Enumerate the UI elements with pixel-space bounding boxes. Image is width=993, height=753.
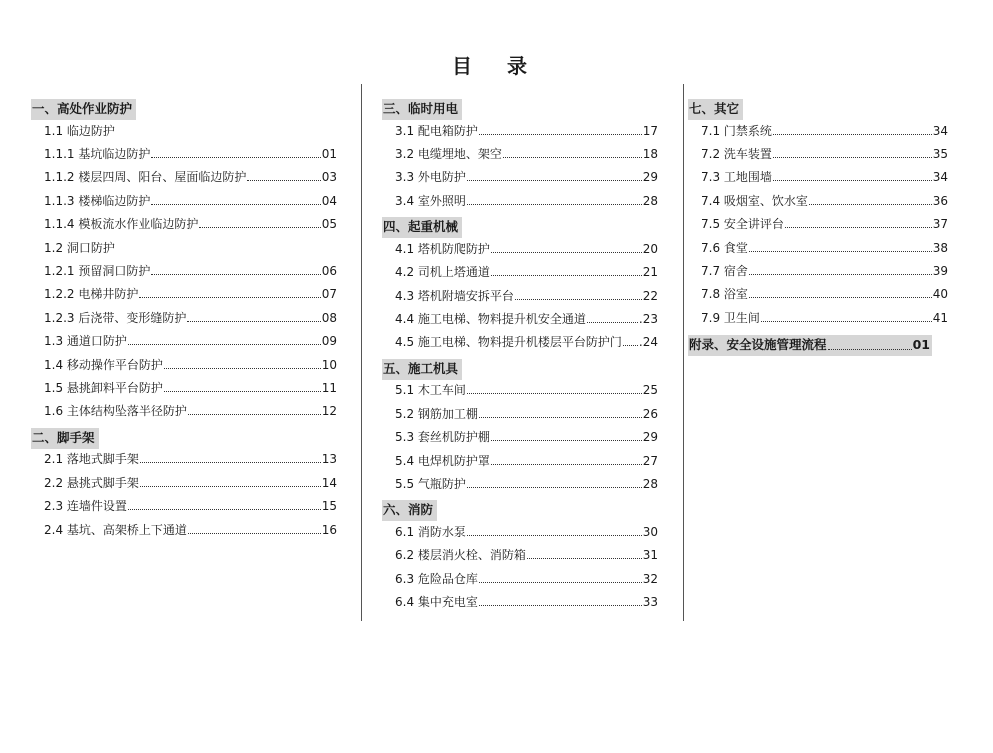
toc-entry-label: 2.2 悬挑式脚手架 [44,475,139,490]
toc-entry[interactable] [395,571,658,587]
toc-entry-label: 1.1.4 模板流水作业临边防护 [44,217,199,232]
toc-entry[interactable] [395,429,658,445]
toc-entry-page: 38 [932,240,948,255]
toc-entry-page: 15 [321,499,337,514]
dot-leader [467,535,642,536]
dot-leader [773,134,932,135]
toc-entry[interactable] [701,169,948,185]
dot-leader [151,274,320,275]
toc-entry-label: 4.4 施工电梯、物料提升机安全通道 [395,312,586,326]
section-heading: 七、其它 [688,99,743,120]
toc-entry-label: 3.3 外电防护 [395,170,466,185]
toc-entry-page: 17 [642,123,658,138]
dot-leader [467,487,642,488]
toc-entry-page: 07 [321,287,337,302]
toc-entry[interactable] [701,193,948,209]
dot-leader [785,227,932,228]
toc-entry[interactable] [395,146,658,162]
toc-entry[interactable] [44,193,337,209]
toc-entry-label: 4.3 塔机附墙安拆平台 [395,288,514,303]
toc-entry-label: 6.3 危险品仓库 [395,571,478,586]
toc-entry[interactable] [395,264,658,280]
dot-leader [503,157,642,158]
toc-entry[interactable] [44,263,337,279]
section-heading-wrap [382,358,462,380]
toc-entry-page: 37 [932,217,948,232]
toc-entry-page: 26 [642,406,658,421]
toc-entry-label: 1.2.3 后浇带、变形缝防护 [44,310,187,325]
toc-entry-page: 27 [642,453,658,468]
toc-entry-label: 7.5 安全讲评台 [701,217,784,232]
dot-leader [164,391,321,392]
toc-entry[interactable] [44,240,337,256]
dot-leader [151,157,320,158]
toc-entry-label: 7.1 门禁系统 [701,123,772,138]
appendix-entry[interactable] [688,335,932,356]
toc-entry[interactable] [395,594,658,610]
toc-entry-label: 4.2 司机上塔通道 [395,265,490,280]
toc-entry-label: 1.1.1 基坑临边防护 [44,147,151,161]
toc-entry-label: 1.1.2 楼层四周、阳台、屋面临边防护 [44,170,247,185]
toc-entry-label: 3.2 电缆埋地、架空 [395,147,502,161]
dot-leader [188,414,321,415]
toc-entry-label: 7.3 工地围墙 [701,170,772,185]
toc-entry-page: 39 [932,264,948,278]
toc-entry-page: 08 [321,310,337,325]
toc-entry-label: 1.2.2 电梯井防护 [44,287,139,302]
toc-entry-page: 36 [932,193,948,208]
toc-entry-page: 16 [321,522,337,537]
toc-entry[interactable] [44,146,337,162]
column-divider-1 [361,84,362,621]
toc-entry[interactable] [395,382,658,398]
dot-leader [188,533,321,534]
toc-entry-label: 5.3 套丝机防护棚 [395,430,490,445]
toc-entry[interactable] [44,169,337,185]
dot-leader [140,486,321,487]
section-heading: 三、临时用电 [382,99,462,120]
toc-entry[interactable] [701,263,948,279]
dot-leader [773,157,932,158]
toc-entry[interactable] [395,524,658,540]
toc-entry-page: 04 [321,193,337,208]
toc-entry-label: 5.5 气瓶防护 [395,477,466,491]
toc-entry[interactable] [701,123,948,139]
toc-entry[interactable] [395,311,658,327]
toc-entry-page: 01 [321,147,337,161]
toc-entry-label: 7.9 卫生间 [701,310,760,325]
toc-entry[interactable] [44,310,337,326]
dot-leader [587,322,638,323]
toc-entry-label: 4.1 塔机防爬防护 [395,241,490,256]
toc-entry[interactable] [395,169,658,185]
toc-entry[interactable] [44,123,337,139]
toc-entry-page: 34 [932,123,948,138]
toc-entry-label: 1.1 临边防护 [44,123,115,138]
toc-entry-label: 1.1.3 楼梯临边防护 [44,193,151,208]
toc-entry-label: 3.1 配电箱防护 [395,123,478,138]
section-heading-wrap [382,98,462,120]
toc-entry[interactable] [395,123,658,139]
toc-entry[interactable] [44,451,337,467]
toc-entry-page: 32 [642,571,658,586]
section-heading-wrap [31,98,136,120]
toc-entry-label: 5.1 木工车间 [395,383,466,398]
dot-leader [479,134,642,135]
toc-entry-page: 05 [321,217,337,232]
toc-entry-label: 7.8 浴室 [701,287,748,302]
dot-leader [187,321,320,322]
toc-entry-page: 12 [321,404,337,419]
toc-entry-page: 20 [642,241,658,256]
toc-entry-label: 5.2 钢筋加工棚 [395,406,478,421]
dot-leader [467,180,642,181]
toc-entry[interactable] [395,547,658,563]
toc-entry-page: 18 [642,147,658,161]
dot-leader [164,368,321,369]
section-heading: 四、起重机械 [382,217,462,238]
toc-entry-page: 35 [932,147,948,161]
toc-entry-label: 1.3 通道口防护 [44,334,127,349]
toc-entry[interactable] [44,498,337,514]
toc-entry[interactable] [44,522,337,538]
toc-entry[interactable] [44,380,337,396]
toc-entry-label: 7.2 洗车装置 [701,147,772,161]
dot-leader [128,509,321,510]
dot-leader [479,582,642,583]
toc-entry-label: 2.3 连墙件设置 [44,499,127,514]
appendix-page: 01 [912,337,930,353]
dot-leader [479,417,642,418]
toc-entry-label: 7.7 宿舍 [701,264,748,278]
dot-leader [809,204,932,205]
toc-entry-page: 10 [321,357,337,372]
toc-entry-page: 28 [642,477,658,491]
toc-entry-page: 29 [642,430,658,445]
toc-entry-page: 13 [321,452,337,467]
toc-entry[interactable] [44,216,337,232]
section-heading-wrap [688,98,743,120]
toc-entry[interactable] [44,403,337,419]
toc-entry[interactable] [395,288,658,304]
section-heading: 一、高处作业防护 [31,99,136,120]
toc-entry-label: 6.2 楼层消火栓、消防箱 [395,548,526,563]
toc-entry-label: 1.4 移动操作平台防护 [44,357,163,372]
dot-leader [749,274,932,275]
section-heading: 五、施工机具 [382,359,462,380]
toc-entry[interactable] [44,357,337,373]
dot-leader [491,252,642,253]
toc-entry-page: 28 [642,193,658,208]
toc-entry[interactable] [701,146,948,162]
page-title: 目 录 [452,54,541,78]
toc-entry-page: 09 [321,334,337,349]
toc-entry-label: 7.6 食堂 [701,240,748,255]
toc-entry-page: 41 [932,310,948,325]
dot-leader [199,227,320,228]
dot-leader [140,462,321,463]
toc-entry-label: 1.2.1 预留洞口防护 [44,264,151,278]
toc-entry-label: 2.1 落地式脚手架 [44,452,139,467]
toc-entry-label: 3.4 室外照明 [395,193,466,208]
toc-entry[interactable] [395,476,658,492]
toc-entry[interactable] [44,333,337,349]
section-heading: 二、脚手架 [31,428,99,449]
toc-entry-label: 1.2 洞口防护 [44,240,115,255]
dot-leader [749,251,932,252]
toc-entry-page: 22 [642,288,658,303]
dot-leader [515,299,642,300]
dot-leader [527,558,642,559]
toc-entry-page: 21 [642,265,658,280]
toc-entry-page: 33 [642,595,658,610]
toc-entry-label: 1.5 悬挑卸料平台防护 [44,381,163,395]
dot-leader [491,464,642,465]
toc-entry-label: 7.4 吸烟室、饮水室 [701,193,808,208]
dot-leader [151,204,320,205]
column-divider-2 [683,84,684,621]
dot-leader [491,275,642,276]
dot-leader [749,297,932,298]
toc-entry-page: 06 [321,264,337,278]
toc-entry-label: 5.4 电焊机防护罩 [395,453,490,468]
toc-entry[interactable] [701,286,948,302]
dot-leader [491,440,642,441]
toc-entry-page: 34 [932,170,948,185]
section-heading-wrap [31,427,99,449]
toc-entry-page: 29 [642,170,658,185]
dot-leader [773,180,932,181]
section-heading: 六、消防 [382,500,437,521]
toc-entry-page: 40 [932,287,948,302]
toc-entry-label: 6.4 集中充电室 [395,595,478,610]
dot-leader [761,321,932,322]
toc-entry[interactable] [701,240,948,256]
toc-entry-page: .24 [638,335,658,350]
section-heading-wrap [382,216,462,238]
dot-leader [467,393,642,394]
toc-entry-page: 25 [642,383,658,398]
dot-leader [139,297,320,298]
dot-leader [479,605,642,606]
toc-entry[interactable] [395,453,658,469]
toc-entry-page: 11 [321,381,337,395]
section-heading-wrap [382,499,437,521]
toc-entry[interactable] [44,475,337,491]
toc-entry-page: .23 [638,312,658,326]
toc-entry-page: 30 [642,525,658,539]
dot-leader [247,180,320,181]
appendix-label: 附录、安全设施管理流程 [689,337,827,353]
toc-entry[interactable] [701,216,948,232]
toc-entry[interactable] [395,241,658,257]
toc-entry[interactable] [395,334,658,350]
toc-entry-label: 1.6 主体结构坠落半径防护 [44,404,187,419]
toc-entry[interactable] [395,193,658,209]
toc-entry[interactable] [701,310,948,326]
toc-entry[interactable] [395,406,658,422]
toc-entry-page: 14 [321,475,337,490]
dot-leader [467,204,642,205]
toc-entry-label: 6.1 消防水泵 [395,525,466,539]
toc-entry-label: 4.5 施工电梯、物料提升机楼层平台防护门 [395,335,622,350]
toc-entry-page: 31 [642,548,658,563]
toc-entry-page: 03 [321,170,337,185]
dot-leader [623,345,638,346]
toc-entry[interactable] [44,286,337,302]
toc-entry-label: 2.4 基坑、高架桥上下通道 [44,522,187,537]
dot-leader [828,349,912,350]
dot-leader [128,344,321,345]
